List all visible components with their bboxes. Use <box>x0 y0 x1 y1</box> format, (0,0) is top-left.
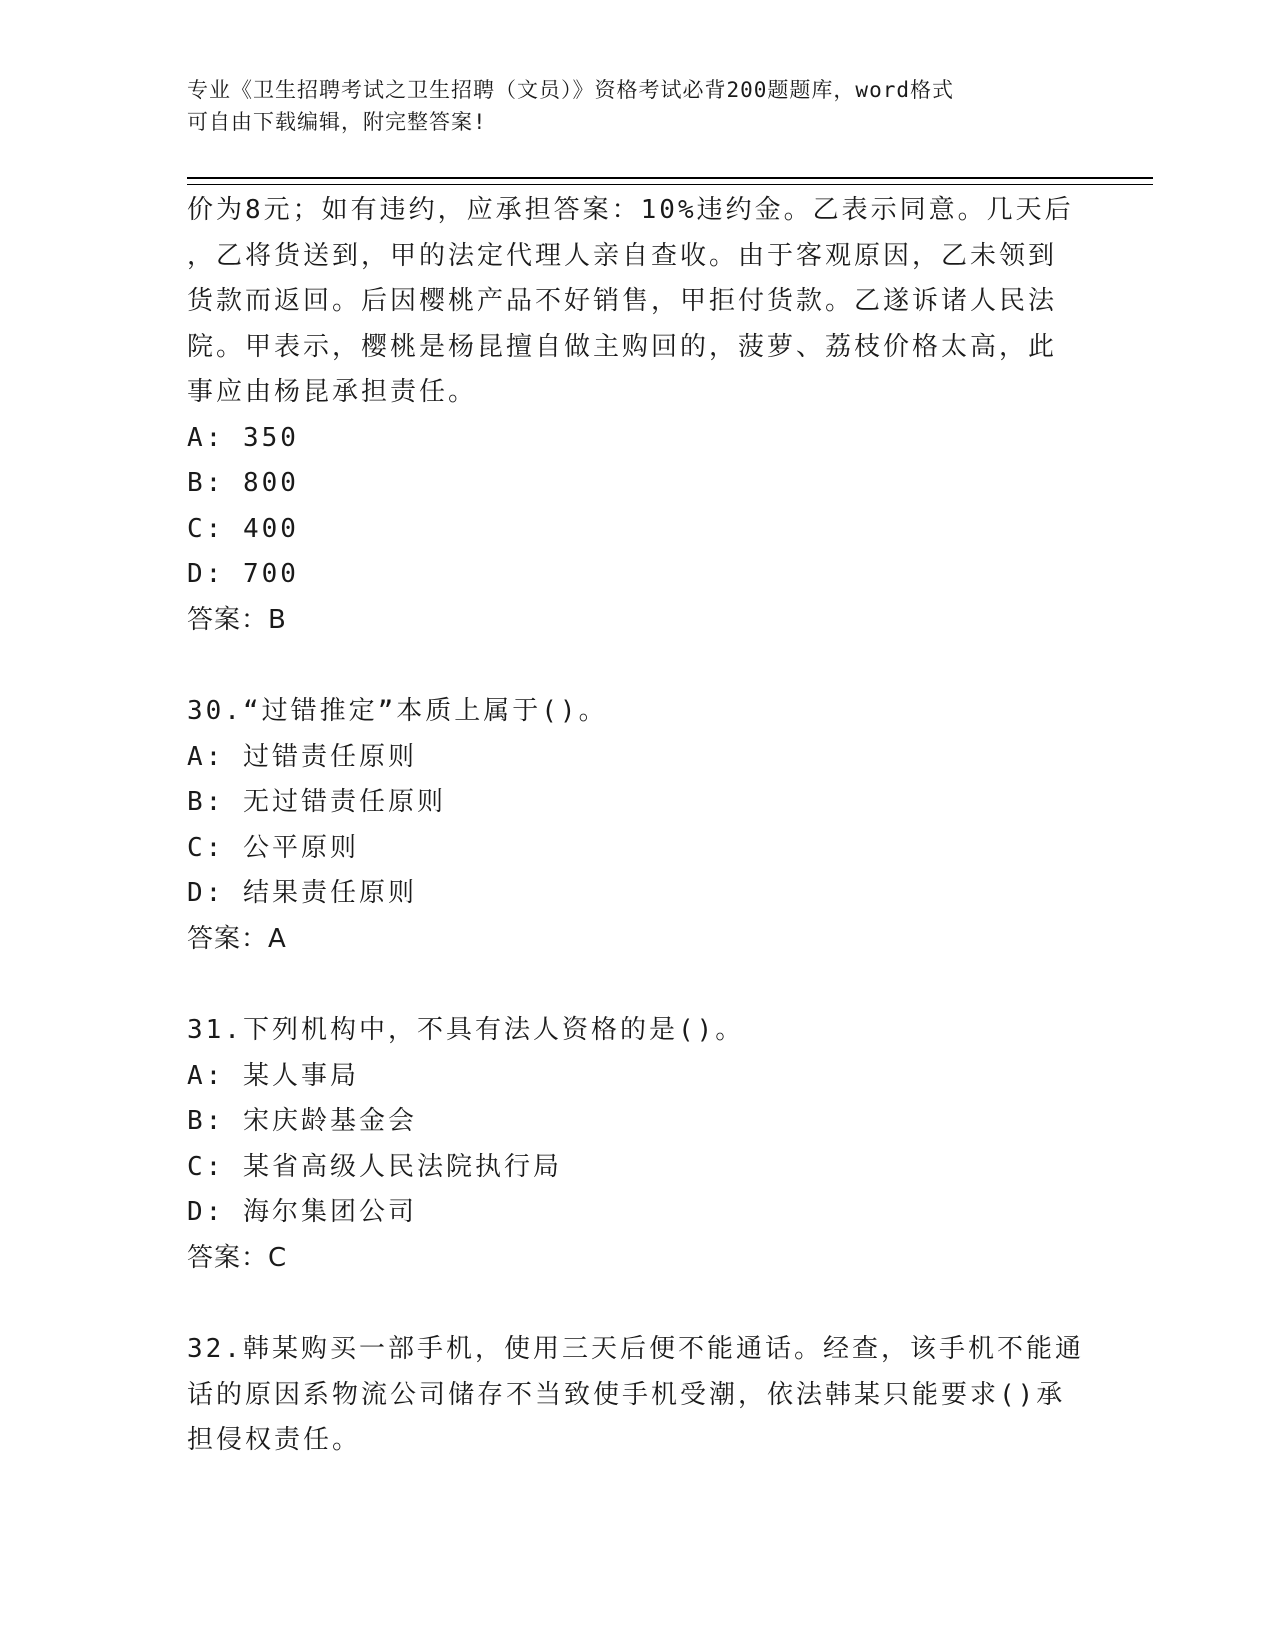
answer-line: 答案：B <box>187 604 287 635</box>
option-c: C: 公平原则 <box>187 832 359 863</box>
question-text-line: 话的原因系物流公司储存不当致使手机受潮，依法韩某只能要求()承 <box>187 1379 1066 1410</box>
question-title: 30.“过错推定”本质上属于()。 <box>187 696 608 726</box>
option-d: D: 结果责任原则 <box>187 878 417 908</box>
option-a: A: 350 <box>187 422 299 453</box>
option-c: C: 400 <box>187 513 299 544</box>
page-header <box>187 74 1067 138</box>
document-body <box>187 188 1087 1464</box>
answer-line: 答案：C <box>187 1242 288 1273</box>
question-32 <box>187 1327 1087 1464</box>
question-text-line: 事应由杨昆承担责任。 <box>187 377 478 407</box>
header-title-line-2: 可自由下载编辑，附完整答案! <box>187 110 487 134</box>
option-b: B: 800 <box>187 468 299 498</box>
question-continued <box>187 188 1087 643</box>
question-text-line: 价为8元；如有违约，应承担答案：10%违约金。乙表示同意。几天后 <box>187 195 1074 225</box>
option-d: D: 海尔集团公司 <box>187 1197 417 1227</box>
question-title: 31.下列机构中，不具有法人资格的是()。 <box>187 1015 745 1045</box>
answer-line: 答案：A <box>187 923 287 954</box>
option-a: A: 过错责任原则 <box>187 741 417 772</box>
question-text-line: ，乙将货送到，甲的法定代理人亲自查收。由于客观原因，乙未领到 <box>187 240 1058 271</box>
question-31 <box>187 1008 1087 1281</box>
question-30 <box>187 689 1087 962</box>
option-c: C: 某省高级人民法院执行局 <box>187 1151 562 1182</box>
header-title-line-1: 专业《卫生招聘考试之卫生招聘（文员）》资格考试必背200题题库，word格式 <box>187 78 954 102</box>
option-d: D: 700 <box>187 559 299 589</box>
question-text-line: 院。甲表示，樱桃是杨昆擅自做主购回的，菠萝、荔枝价格太高，此 <box>187 331 1058 362</box>
question-text-line: 担侵权责任。 <box>187 1425 362 1455</box>
question-text-line: 货款而返回。后因樱桃产品不好销售，甲拒付货款。乙遂诉诸人民法 <box>187 286 1058 316</box>
question-title: 32.韩某购买一部手机，使用三天后便不能通话。经查，该手机不能通 <box>187 1334 1084 1364</box>
option-a: A: 某人事局 <box>187 1060 359 1091</box>
header-divider <box>187 177 1153 185</box>
option-b: B: 宋庆龄基金会 <box>187 1106 417 1136</box>
option-b: B: 无过错责任原则 <box>187 787 446 817</box>
